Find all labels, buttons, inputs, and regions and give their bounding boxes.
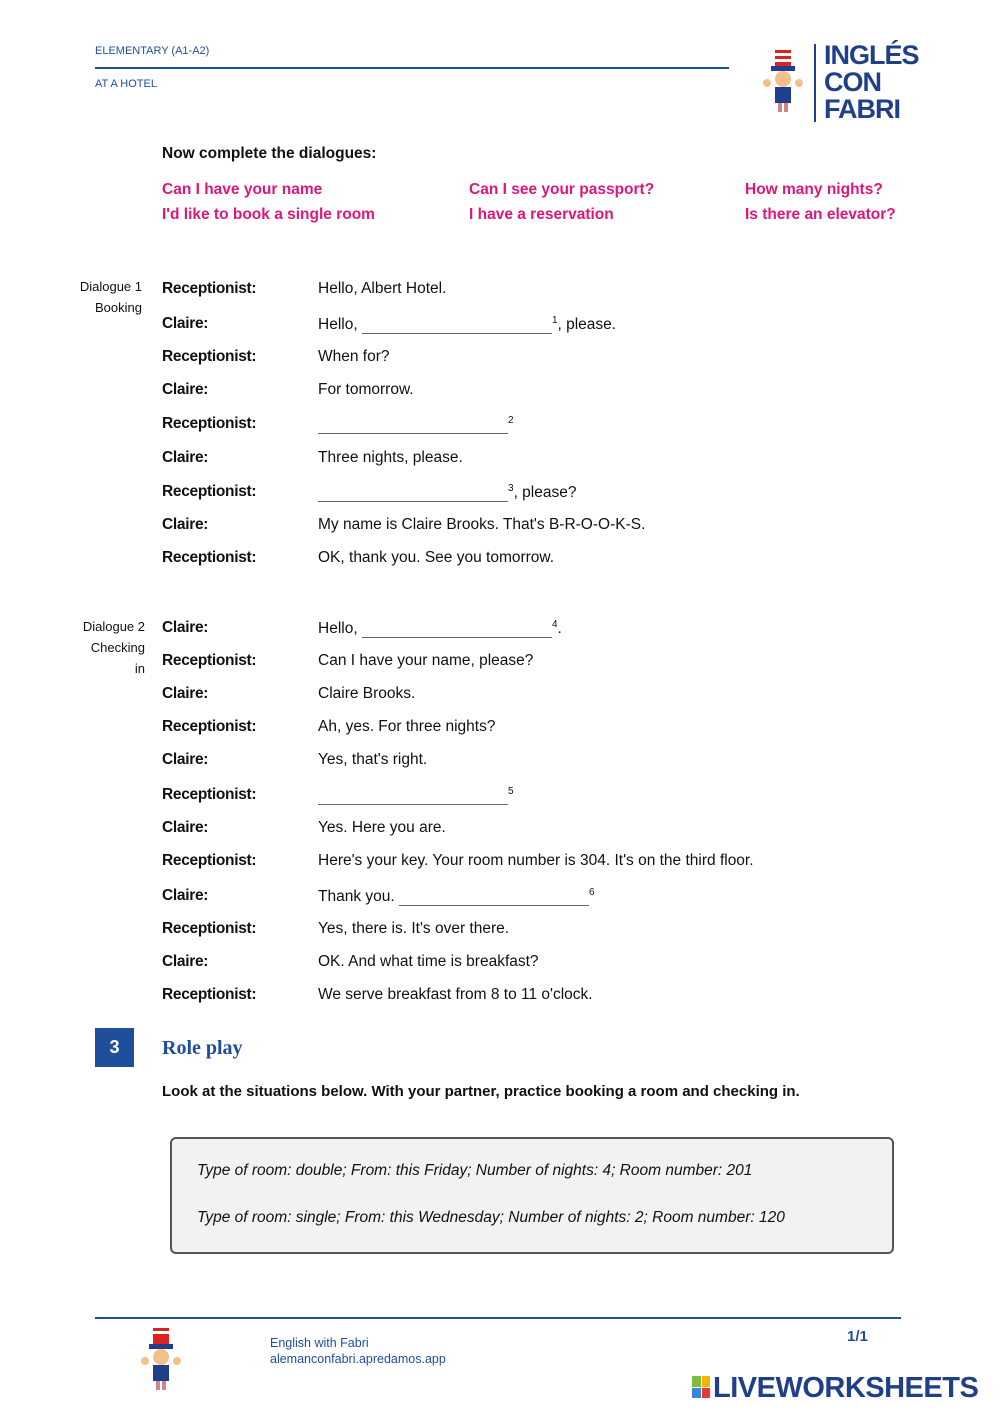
answer-blank-2[interactable] [318, 417, 508, 434]
word-bank-item: Is there an elevator? [745, 206, 896, 223]
line-text: Ah, yes. For three nights? [318, 718, 496, 735]
section-number: 3 [95, 1028, 134, 1067]
answer-blank-1[interactable] [362, 317, 552, 334]
liveworksheets-brand: LIVEWORKSHEETS [713, 1372, 979, 1404]
line-text: When for? [318, 348, 390, 365]
speaker-label: Claire: [162, 751, 209, 768]
logo-divider [814, 44, 816, 122]
role-play-instruction: Look at the situations below. With your partner, practice booking a room and checking in. [162, 1083, 800, 1100]
speaker-label: Claire: [162, 381, 209, 398]
speaker-label: Claire: [162, 619, 209, 636]
answer-blank-3[interactable] [318, 485, 508, 502]
footer-credits: English with Fabri alemanconfabri.apredamos.app [270, 1336, 446, 1366]
speaker-label: Receptionist: [162, 718, 257, 735]
line-text: We serve breakfast from 8 to 11 o'clock. [318, 986, 593, 1003]
word-bank-item: Can I see your passport? [469, 181, 655, 198]
speaker-label: Claire: [162, 516, 209, 533]
line-text: For tomorrow. [318, 381, 414, 398]
logo-text: INGLÉS CON FABRI [824, 40, 919, 124]
speaker-label: Receptionist: [162, 348, 257, 365]
blank-number: 6 [589, 887, 595, 898]
dialogue-2-label: Dialogue 2 Checking in [82, 619, 145, 676]
uncle-sam-mascot-icon [140, 1328, 182, 1392]
speaker-label: Receptionist: [162, 652, 257, 669]
line-text: Claire Brooks. [318, 685, 416, 702]
level-label: ELEMENTARY (A1-A2) [95, 45, 210, 57]
speaker-label: Claire: [162, 315, 209, 332]
section-title: Role play [162, 1037, 243, 1059]
liveworksheets-logo-icon [692, 1376, 710, 1398]
footer-link[interactable]: alemanconfabri.apredamos.app [270, 1352, 446, 1366]
situations-box [170, 1137, 894, 1254]
blank-number: 1 [551, 315, 558, 326]
speaker-label: Claire: [162, 819, 209, 836]
line-text: Thank you. $^6$ [318, 887, 595, 906]
line-text: Yes, that's right. [318, 751, 428, 768]
line-text [318, 786, 514, 805]
page-number: 1/1 [847, 1328, 868, 1345]
line-text: Hello, $^4$. [318, 619, 562, 638]
topic-label: AT A HOTEL [95, 78, 157, 90]
line-text: My name is Claire Brooks. That's B-R-O-O-K-S. [318, 516, 646, 533]
answer-blank-5[interactable] [318, 788, 508, 805]
line-text: OK, thank you. See you tomorrow. [318, 549, 555, 566]
line-text: Yes. Here you are. [318, 819, 446, 836]
footer-divider [95, 1317, 901, 1319]
line-text: Hello, $^1$, please. [318, 315, 617, 334]
speaker-label: Claire: [162, 953, 209, 970]
speaker-label: Receptionist: [162, 786, 257, 803]
line-text: $^3$, please? [318, 483, 576, 502]
line-text: Three nights, please. [318, 449, 463, 466]
word-bank-item: I'd like to book a single room [162, 206, 375, 223]
blank-number: 3 [508, 483, 514, 494]
speaker-label: Receptionist: [162, 920, 257, 937]
speaker-label: Claire: [162, 685, 209, 702]
blank-number: 4 [551, 619, 558, 630]
line-text: Yes, there is. It's over there. [318, 920, 510, 937]
situation-2: Type of room: single; From: this Wednesday; Number of nights: 2; Room number: 120 [197, 1209, 785, 1226]
uncle-sam-mascot-icon [762, 50, 804, 114]
speaker-label: Receptionist: [162, 415, 257, 432]
word-bank-item: How many nights? [745, 181, 883, 198]
line-text: Can I have your name, please? [318, 652, 534, 669]
answer-blank-4[interactable] [362, 621, 552, 638]
line-text: Here's your key. Your room number is 304. It's on the third floor. [318, 852, 754, 869]
speaker-label: Receptionist: [162, 852, 257, 869]
blank-number: 5 [508, 786, 514, 797]
blank-number: 2 [508, 415, 514, 426]
situation-1: Type of room: double; From: this Friday; Number of nights: 4; Room number: 201 [197, 1162, 753, 1179]
speaker-label: Receptionist: [162, 986, 257, 1003]
speaker-label: Receptionist: [162, 549, 257, 566]
speaker-label: Claire: [162, 449, 209, 466]
header-divider [95, 67, 729, 69]
line-text [318, 415, 514, 434]
line-text: Hello, Albert Hotel. [318, 280, 447, 297]
speaker-label: Receptionist: [162, 280, 257, 297]
word-bank-item: I have a reservation [469, 206, 614, 223]
speaker-label: Claire: [162, 887, 209, 904]
answer-blank-6[interactable] [399, 889, 589, 906]
line-text: OK. And what time is breakfast? [318, 953, 539, 970]
dialogue-1-label: Dialogue 1 Booking [79, 279, 142, 315]
word-bank-item: Can I have your name [162, 181, 323, 198]
instruction-text: Now complete the dialogues: [162, 145, 377, 162]
speaker-label: Receptionist: [162, 483, 257, 500]
